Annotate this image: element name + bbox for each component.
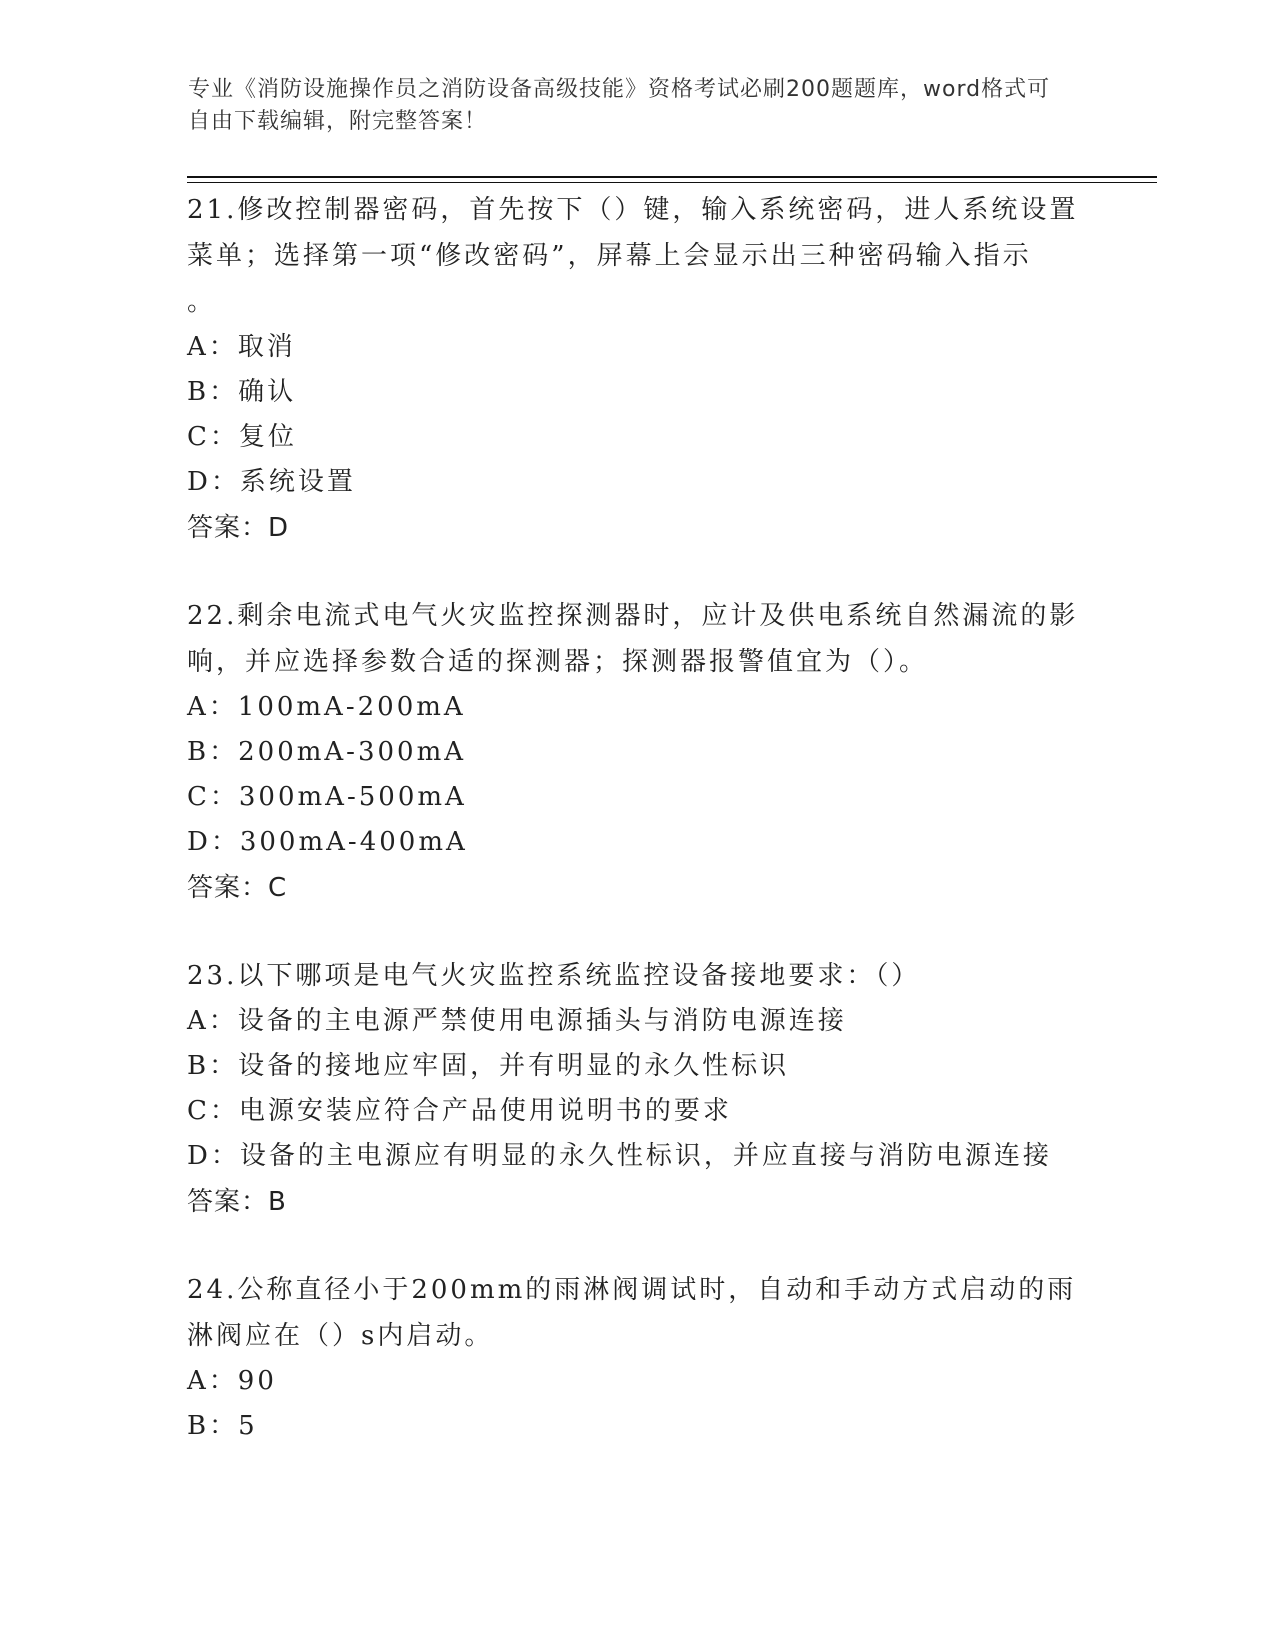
question-23 (187, 953, 1087, 1225)
question-stem: 22.剩余电流式电气火灾监控探测器时，应计及供电系统自然漏流的影响，并应选择参数合适的探测器；探测器报警值宜为（）。 (187, 601, 1079, 677)
option-a: A：设备的主电源严禁使用电源插头与消防电源连接 (187, 1006, 847, 1036)
option-b: B：确认 (187, 377, 297, 407)
option-b: B：设备的接地应牢固，并有明显的永久性标识 (187, 1051, 790, 1081)
option-c: C：复位 (187, 422, 297, 452)
option-b: B：200mA-300mA (187, 737, 467, 767)
option-c: C：300mA-500mA (187, 782, 467, 812)
document-header: 专业《消防设施操作员之消防设备高级技能》资格考试必刷200题题库，word格式可自由下载编辑，附完整答案！ (188, 77, 1051, 134)
question-gap (187, 911, 1087, 953)
option-a: A：100mA-200mA (187, 692, 466, 722)
question-stem: 23.以下哪项是电气火灾监控系统监控设备接地要求：（） (187, 961, 921, 991)
answer-label: 答案：B (187, 1187, 287, 1217)
header-divider-bottom (187, 182, 1157, 183)
answer-label: 答案：D (187, 513, 290, 543)
header-divider-top (187, 176, 1157, 178)
option-c: C：电源安装应符合产品使用说明书的要求 (187, 1096, 732, 1126)
question-stem: 21.修改控制器密码，首先按下（）键，输入系统密码，进人系统设置菜单；选择第一项“修改密码”，屏幕上会显示出三种密码输入指示 (187, 195, 1079, 271)
option-a: A：90 (187, 1366, 277, 1396)
question-22 (187, 593, 1087, 911)
question-21 (187, 187, 1087, 551)
option-d: D：设备的主电源应有明显的永久性标识，并应直接与消防电源连接 (187, 1141, 1052, 1171)
option-d: D：300mA-400mA (187, 827, 468, 857)
question-24 (187, 1267, 1087, 1449)
question-gap (187, 551, 1087, 593)
answer-label: 答案：C (187, 873, 288, 903)
question-gap (187, 1225, 1087, 1267)
option-d: D：系统设置 (187, 467, 356, 497)
option-a: A：取消 (187, 332, 296, 362)
option-b: B：5 (187, 1411, 258, 1441)
question-list (187, 187, 1087, 1449)
question-stem: 24.公称直径小于200mm的雨淋阀调试时，自动和手动方式启动的雨淋阀应在（）s内启动。 (187, 1275, 1077, 1351)
question-stem-end: 。 (187, 287, 217, 317)
